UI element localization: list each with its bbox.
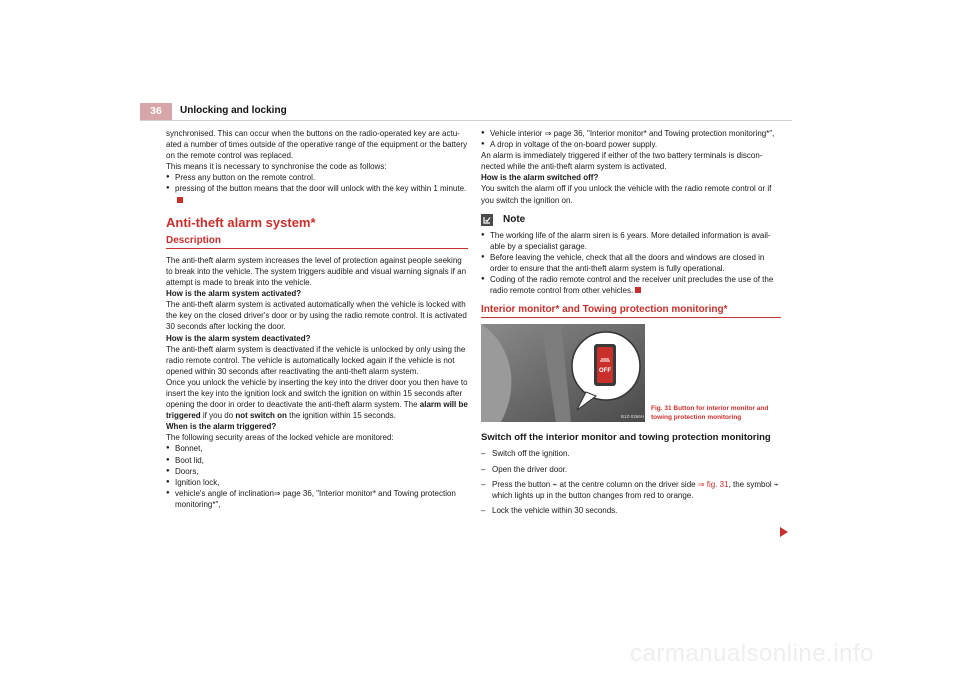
paragraph: An alarm is immediately triggered if either of the two battery terminals is disconnected while the anti-theft alarm system is activated. — [481, 151, 763, 172]
cross-reference-link[interactable]: ⇒ page 36, "Interior monitor* and Towing protection monitoring*", — [175, 488, 456, 509]
note-header — [481, 214, 781, 226]
note-item: ● Coding of the radio remote control and the receiver unit precludes the use of the radio remote control from other vehicles. — [481, 274, 781, 296]
watermark: carmanualsonline.info — [630, 640, 874, 667]
running-title: Unlocking and locking — [180, 105, 287, 116]
note-item: ● The working life of the alarm siren is 6 years. More detailed information is available by a specialist garage. — [481, 230, 781, 252]
note-item: ● Before leaving the vehicle, check that all the doors and windows are closed in order to ensure that the anti-theft alarm system is fully operational. — [481, 252, 781, 274]
paragraph: The anti-theft alarm system increases the level of protection against people seeking to break into the vehicle. The system triggers audible and visual warning signals if an attempt is made to break into the vehicle. — [166, 255, 467, 288]
step-item: – Open the driver door. — [481, 464, 781, 475]
car-alarm-icon: ⌁ — [773, 479, 779, 489]
list-item: ● Doors, — [166, 466, 468, 477]
step-item: – Lock the vehicle within 30 seconds. — [481, 505, 781, 516]
note-icon — [481, 214, 493, 226]
list-item: ● Boot lid, — [166, 455, 468, 466]
paragraph: The anti-theft alarm system is deactivated if the vehicle is unlocked by only using the radio remote control. The vehicle is automatically locked again if the vehicle is not opened within 30 seconds after reactivating the anti-theft alarm system. — [166, 344, 466, 376]
list-item: ● Vehicle interior ⇒ page 36, "Interior monitor* and Towing protection monitoring*", — [481, 128, 781, 139]
figure — [481, 324, 781, 422]
header-divider — [140, 120, 792, 121]
paragraph: Once you unlock the vehicle by inserting the key into the driver door you then have to insert the key into the ignition lock and switch the ignition on within 15 seconds after opening the door in order to deactivate the anti-theft alarm system. The alarm will be triggered if you do not switch on the ignition within 15 seconds. — [166, 377, 468, 421]
page-number: 36 — [140, 103, 172, 120]
paragraph: You switch the alarm off if you unlock the vehicle with the radio remote control or if you switch the ignition on. — [481, 184, 772, 205]
off-label: OFF — [599, 368, 611, 375]
list-item: ● A drop in voltage of the on-board power supply. — [481, 139, 781, 150]
next-page-arrow-icon[interactable] — [780, 527, 788, 537]
subsection-title: Description — [166, 235, 468, 249]
question-heading: How is the alarm switched off? — [481, 173, 599, 183]
list-item: ● vehicle's angle of inclination⇒ page 36, "Interior monitor* and Towing protection monitoring*", — [166, 488, 468, 510]
question-heading: How is the alarm system activated? — [166, 289, 302, 299]
list-item: ● Bonnet, — [166, 443, 468, 454]
list-item: ● Ignition lock, — [166, 477, 468, 488]
paragraph: This means it is necessary to synchronise the code as follows: — [166, 162, 387, 172]
paragraph: The following security areas of the locked vehicle are monitored: — [166, 433, 394, 443]
figure-caption: Fig. 31 Button for interior monitor and towing protection monitoring — [651, 405, 769, 421]
end-of-section-icon — [177, 197, 183, 203]
question-heading: How is the alarm system deactivated? — [166, 333, 311, 343]
end-of-section-icon — [635, 287, 641, 293]
question-heading: When is the alarm triggered? — [166, 422, 277, 432]
instruction-title: Switch off the interior monitor and towing protection monitoring — [481, 432, 771, 444]
section-title: Anti-theft alarm system* — [166, 214, 316, 230]
figure-code: B1Z-0266H — [621, 414, 645, 420]
figure-reference-link[interactable]: ⇒ fig. 31 — [697, 479, 729, 489]
bullet-item: ● Press any button on the remote control. — [166, 172, 468, 183]
bullet-item: ● pressing of the button means that the door will unlock with the key within 1 minute. — [166, 183, 468, 205]
step-item: – Press the button ⌁ at the centre column on the driver side ⇒ fig. 31, the symbol ⌁ which lights up in the button changes from red to orange. — [481, 479, 781, 501]
step-item: – Switch off the ignition. — [481, 448, 781, 459]
left-column — [166, 128, 468, 510]
car-alarm-icon: ⌁ — [552, 479, 558, 489]
paragraph: synchronised. This can occur when the buttons on the radio-operated key are actuated a number of times outside of the operative range of the equipment or the battery on the remote control was replaced. — [166, 129, 468, 161]
section-title: Interior monitor* and Towing protection monitoring* — [481, 304, 781, 318]
right-column — [481, 128, 781, 520]
interior-monitor-button-image — [481, 324, 645, 422]
cross-reference-link[interactable]: ⇒ page 36, "Interior monitor* and Towing protection monitoring*", — [544, 129, 775, 138]
paragraph: The anti-theft alarm system is activated automatically when the vehicle is locked with the key on the closed driver's door or by using the radio remote control. It is activated 30 seconds after locking the door. — [166, 300, 467, 332]
note-label: Note — [503, 214, 526, 226]
